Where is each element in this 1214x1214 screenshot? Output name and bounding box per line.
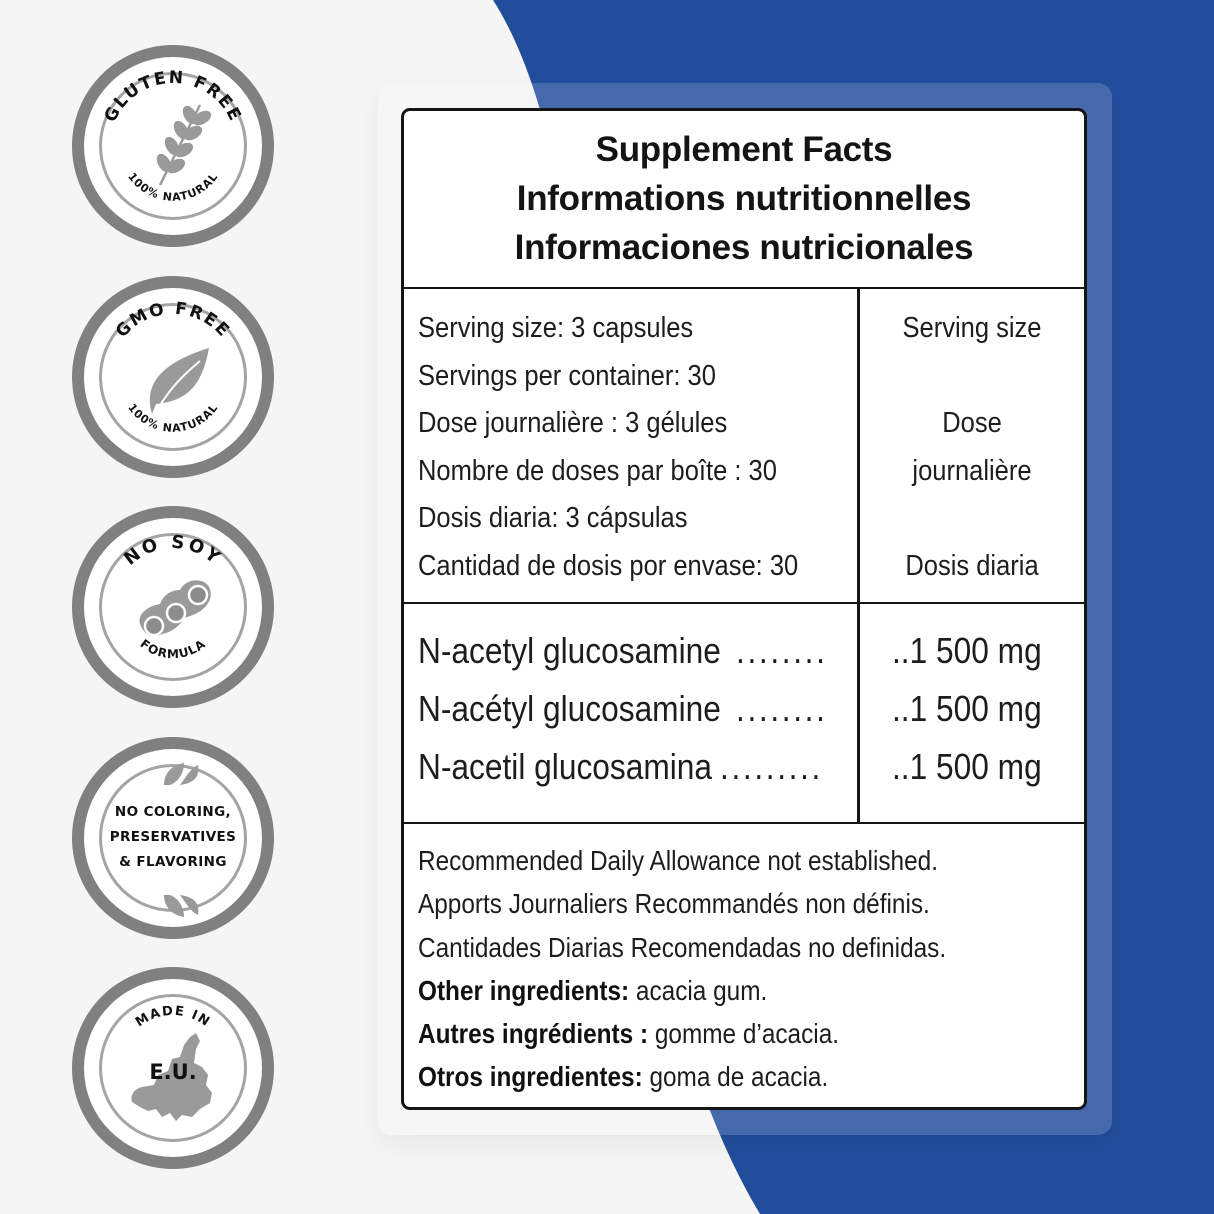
svg-text:E.U.: E.U. [149, 1060, 197, 1084]
title-fr: Informations nutritionnelles [516, 179, 972, 218]
svg-text:100% NATURAL: 100% NATURAL [125, 170, 221, 204]
column-header-fr-2: journalière [912, 454, 1032, 487]
leaf-icon [72, 276, 274, 478]
svg-text:GMO FREE: GMO FREE [112, 298, 235, 342]
wheat-icon [72, 45, 274, 247]
column-header-es: Dosis diaria [905, 549, 1039, 582]
badge-no-additives [72, 737, 274, 939]
other-ingredients-en: Other ingredients: acacia gum. [418, 974, 768, 1006]
svg-text:NO SOY: NO SOY [120, 531, 227, 570]
svg-text:100% NATURAL: 100% NATURAL [125, 401, 221, 435]
badge-gluten-free [72, 45, 274, 247]
serving-size-fr: Dose journalière : 3 gélules [418, 407, 728, 440]
servings-per-container-fr: Nombre de doses par boîte : 30 [418, 454, 777, 487]
badge-gmo-free [72, 276, 274, 478]
column-header-en: Serving size [902, 312, 1042, 344]
ingredient-name: N-acétyl glucosamine [418, 688, 721, 729]
notes-block [418, 839, 1084, 1099]
svg-text:FORMULA: FORMULA [137, 636, 209, 662]
ingredient-leader-dots: ........ [736, 688, 828, 729]
servings-per-container-es: Cantidad de dosis por envase: 30 [418, 549, 799, 582]
serving-size-es: Dosis diaria: 3 cápsulas [418, 502, 688, 535]
serving-size-en: Serving size: 3 capsules [418, 312, 694, 344]
servings-per-container-en: Servings per container: 30 [418, 359, 716, 392]
ingredient-leader-dots: ........ [736, 630, 828, 671]
supplement-facts-label [401, 108, 1087, 1110]
ingredient-name: N-acetil glucosamina [418, 746, 713, 787]
serving-info-list [418, 305, 850, 591]
other-ingredients-fr: Autres ingrédients : gomme d’acacia. [418, 1018, 840, 1050]
title-en: Supplement Facts [595, 130, 893, 169]
badge-made-in-eu [72, 967, 274, 1169]
soybean-pod-icon [72, 506, 274, 708]
ingredient-amount: ..1 500 mg [892, 688, 1042, 729]
serving-info-block [404, 289, 1084, 604]
title-es: Informaciones nutricionales [514, 228, 974, 267]
svg-text:GLUTEN FREE: GLUTEN FREE [100, 67, 246, 126]
ingredient-amount: ..1 500 mg [892, 630, 1042, 671]
svg-text:MADE IN: MADE IN [133, 1003, 214, 1031]
ingredient-amount: ..1 500 mg [892, 746, 1042, 787]
column-header-fr-1: Dose [942, 407, 1002, 440]
ingredient-leader-dots: ......... [720, 746, 823, 787]
other-ingredients-es: Otros ingredientes: goma de acacia. [418, 1061, 829, 1093]
rda-note-es: Cantidades Diarias Recomendadas no definidas. [418, 931, 947, 963]
europe-map-icon [72, 967, 274, 1169]
ingredient-name: N-acetyl glucosamine [418, 630, 721, 671]
badge-no-soy [72, 506, 274, 708]
rda-note-fr: Apports Journaliers Recommandés non définis. [418, 888, 930, 920]
ingredients-block [404, 604, 1084, 824]
badge-no-additives-text: NO COLORING, PRESERVATIVES & FLAVORING [109, 804, 237, 870]
label-title-block [404, 111, 1084, 289]
rda-note-en: Recommended Daily Allowance not established. [418, 845, 938, 876]
serving-column-header [860, 305, 1084, 591]
